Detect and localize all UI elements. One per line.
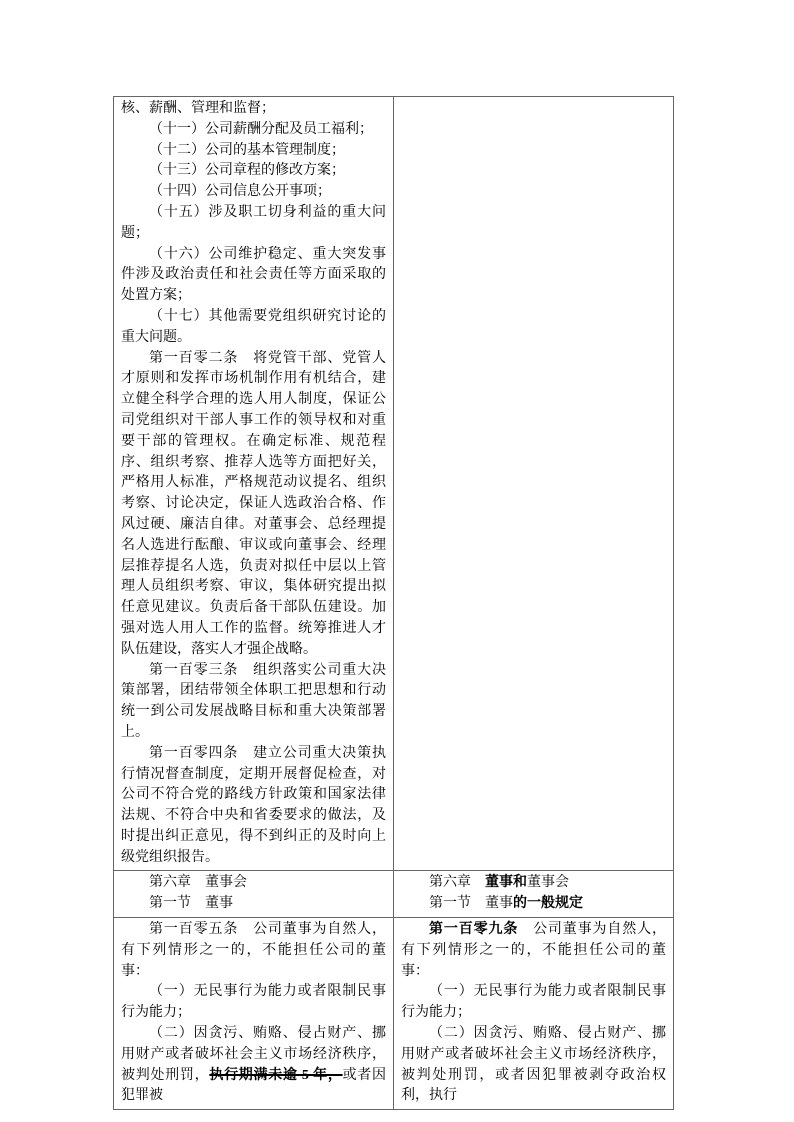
text-segment: （十四）公司信息公开事项； <box>149 184 331 200</box>
table-row <box>114 871 674 918</box>
text-segment: （十六）公司维护稳定、重大突发事件涉及政治责任和社会责任等方面采取的处置方案； <box>121 246 386 304</box>
paragraph <box>401 873 666 894</box>
text-segment: （十二）公司的基本管理制度； <box>149 142 345 158</box>
text-segment: 第一百零三条 组织落实公司重大决策部署，团结带领全体职工把思想和行动统一到公司发展战略目标和重大决策部署上。 <box>121 662 386 740</box>
text-segment: （二）因贪污、贿赂、侵占财产、挪用财产或者破坏社会主义市场经济秩序，被判处刑罚，或者因犯罪被剥夺政治权利，执行 <box>401 1026 666 1104</box>
paragraph <box>121 203 386 245</box>
paragraph <box>401 920 666 982</box>
old-version-cell <box>114 97 394 871</box>
paragraph <box>121 307 386 349</box>
inserted-text-segment: 董事和 <box>485 875 527 891</box>
text-segment: 公司董事为自然人，有下列情形之一的，不能担任公司的董事： <box>401 922 667 979</box>
text-segment: 第六章 <box>429 875 485 891</box>
inserted-text-segment: 的一般规定 <box>513 896 583 912</box>
new-version-cell <box>394 97 674 871</box>
text-segment: 核、薪酬、管理和监督； <box>121 101 275 116</box>
new-version-chapter-cell <box>394 871 674 918</box>
paragraph <box>121 120 386 141</box>
new-version-article-cell <box>394 918 674 1110</box>
paragraph <box>121 661 386 744</box>
text-segment: （一）无民事行为能力或者限制民事行为能力； <box>121 984 386 1021</box>
paragraph <box>121 349 386 661</box>
text-segment: 或者因犯罪被 <box>121 1067 387 1104</box>
paragraph <box>121 161 386 182</box>
text-segment: （十三）公司章程的修改方案； <box>149 163 345 179</box>
paragraph <box>121 744 386 869</box>
paragraph <box>121 982 386 1024</box>
text-segment: 第六章 董事会 <box>149 875 247 891</box>
paragraph <box>121 245 386 307</box>
table-row <box>114 97 674 871</box>
paragraph <box>401 1024 666 1107</box>
old-version-chapter-cell <box>114 871 394 918</box>
text-segment: 第一节 董事 <box>429 896 513 912</box>
charter-comparison-table <box>113 96 674 1110</box>
deleted-text-segment: 执行期满未逾 5 年， <box>209 1067 343 1083</box>
paragraph <box>121 920 386 982</box>
text-segment: （十一）公司薪酬分配及员工福利； <box>149 121 373 137</box>
old-version-article-cell <box>114 918 394 1110</box>
text-segment: 第一节 董事 <box>149 896 233 912</box>
paragraph <box>401 982 666 1024</box>
paragraph <box>121 141 386 162</box>
text-segment: 第一百零四条 建立公司重大决策执行情况督查制度，定期开展督促检查，对公司不符合党的路线方针政策和国家法律法规、不符合中央和省委要求的做法，及时提出纠正意见，得不到纠正的及时向上级党组织报告。 <box>121 745 386 865</box>
table-row <box>114 918 674 1110</box>
text-segment: 第一百零二条 将党管干部、党管人才原则和发挥市场机制作用有机结合，建立健全科学合理的选人用人制度，保证公司党组织对干部人事工作的领导权和对重要干部的管理权。在确定标准、规范程序、组织考察、推荐人选等方面把好关，严格用人标准，严格规范动议提名、组织考察、讨论决定，保证人选政治合格、作风过硬、廉洁自律。对董事会、总经理提名人选进行酝酿、审议或向董事会、经理层推荐提名人选，负责对拟任中层以上管理人员组织考察、审议，集体研究提出拟任意见建议。负责后备干部队伍建设。加强对选人用人工作的监督。统筹推进人才队伍建设，落实人才强企战略。 <box>121 350 386 657</box>
text-segment: （二）因贪污、贿赂、侵占财产、挪用财产或者破坏社会主义市场经济秩序，被判处刑罚， <box>121 1026 386 1083</box>
text-segment: 第一百零五条 公司董事为自然人，有下列情形之一的，不能担任公司的董事： <box>121 922 386 979</box>
paragraph <box>401 894 666 915</box>
text-segment: 董事会 <box>527 875 569 891</box>
inserted-text-segment: 第一百零九条 <box>429 922 519 938</box>
text-segment: （十五）涉及职工切身利益的重大问题； <box>121 204 386 241</box>
paragraph <box>121 873 386 894</box>
text-segment: （一）无民事行为能力或者限制民事行为能力； <box>401 984 666 1021</box>
paragraph <box>121 894 386 915</box>
paragraph <box>121 1024 386 1107</box>
paragraph <box>121 99 386 120</box>
paragraph <box>121 182 386 203</box>
text-segment: （十七）其他需要党组织研究讨论的重大问题。 <box>121 308 386 345</box>
